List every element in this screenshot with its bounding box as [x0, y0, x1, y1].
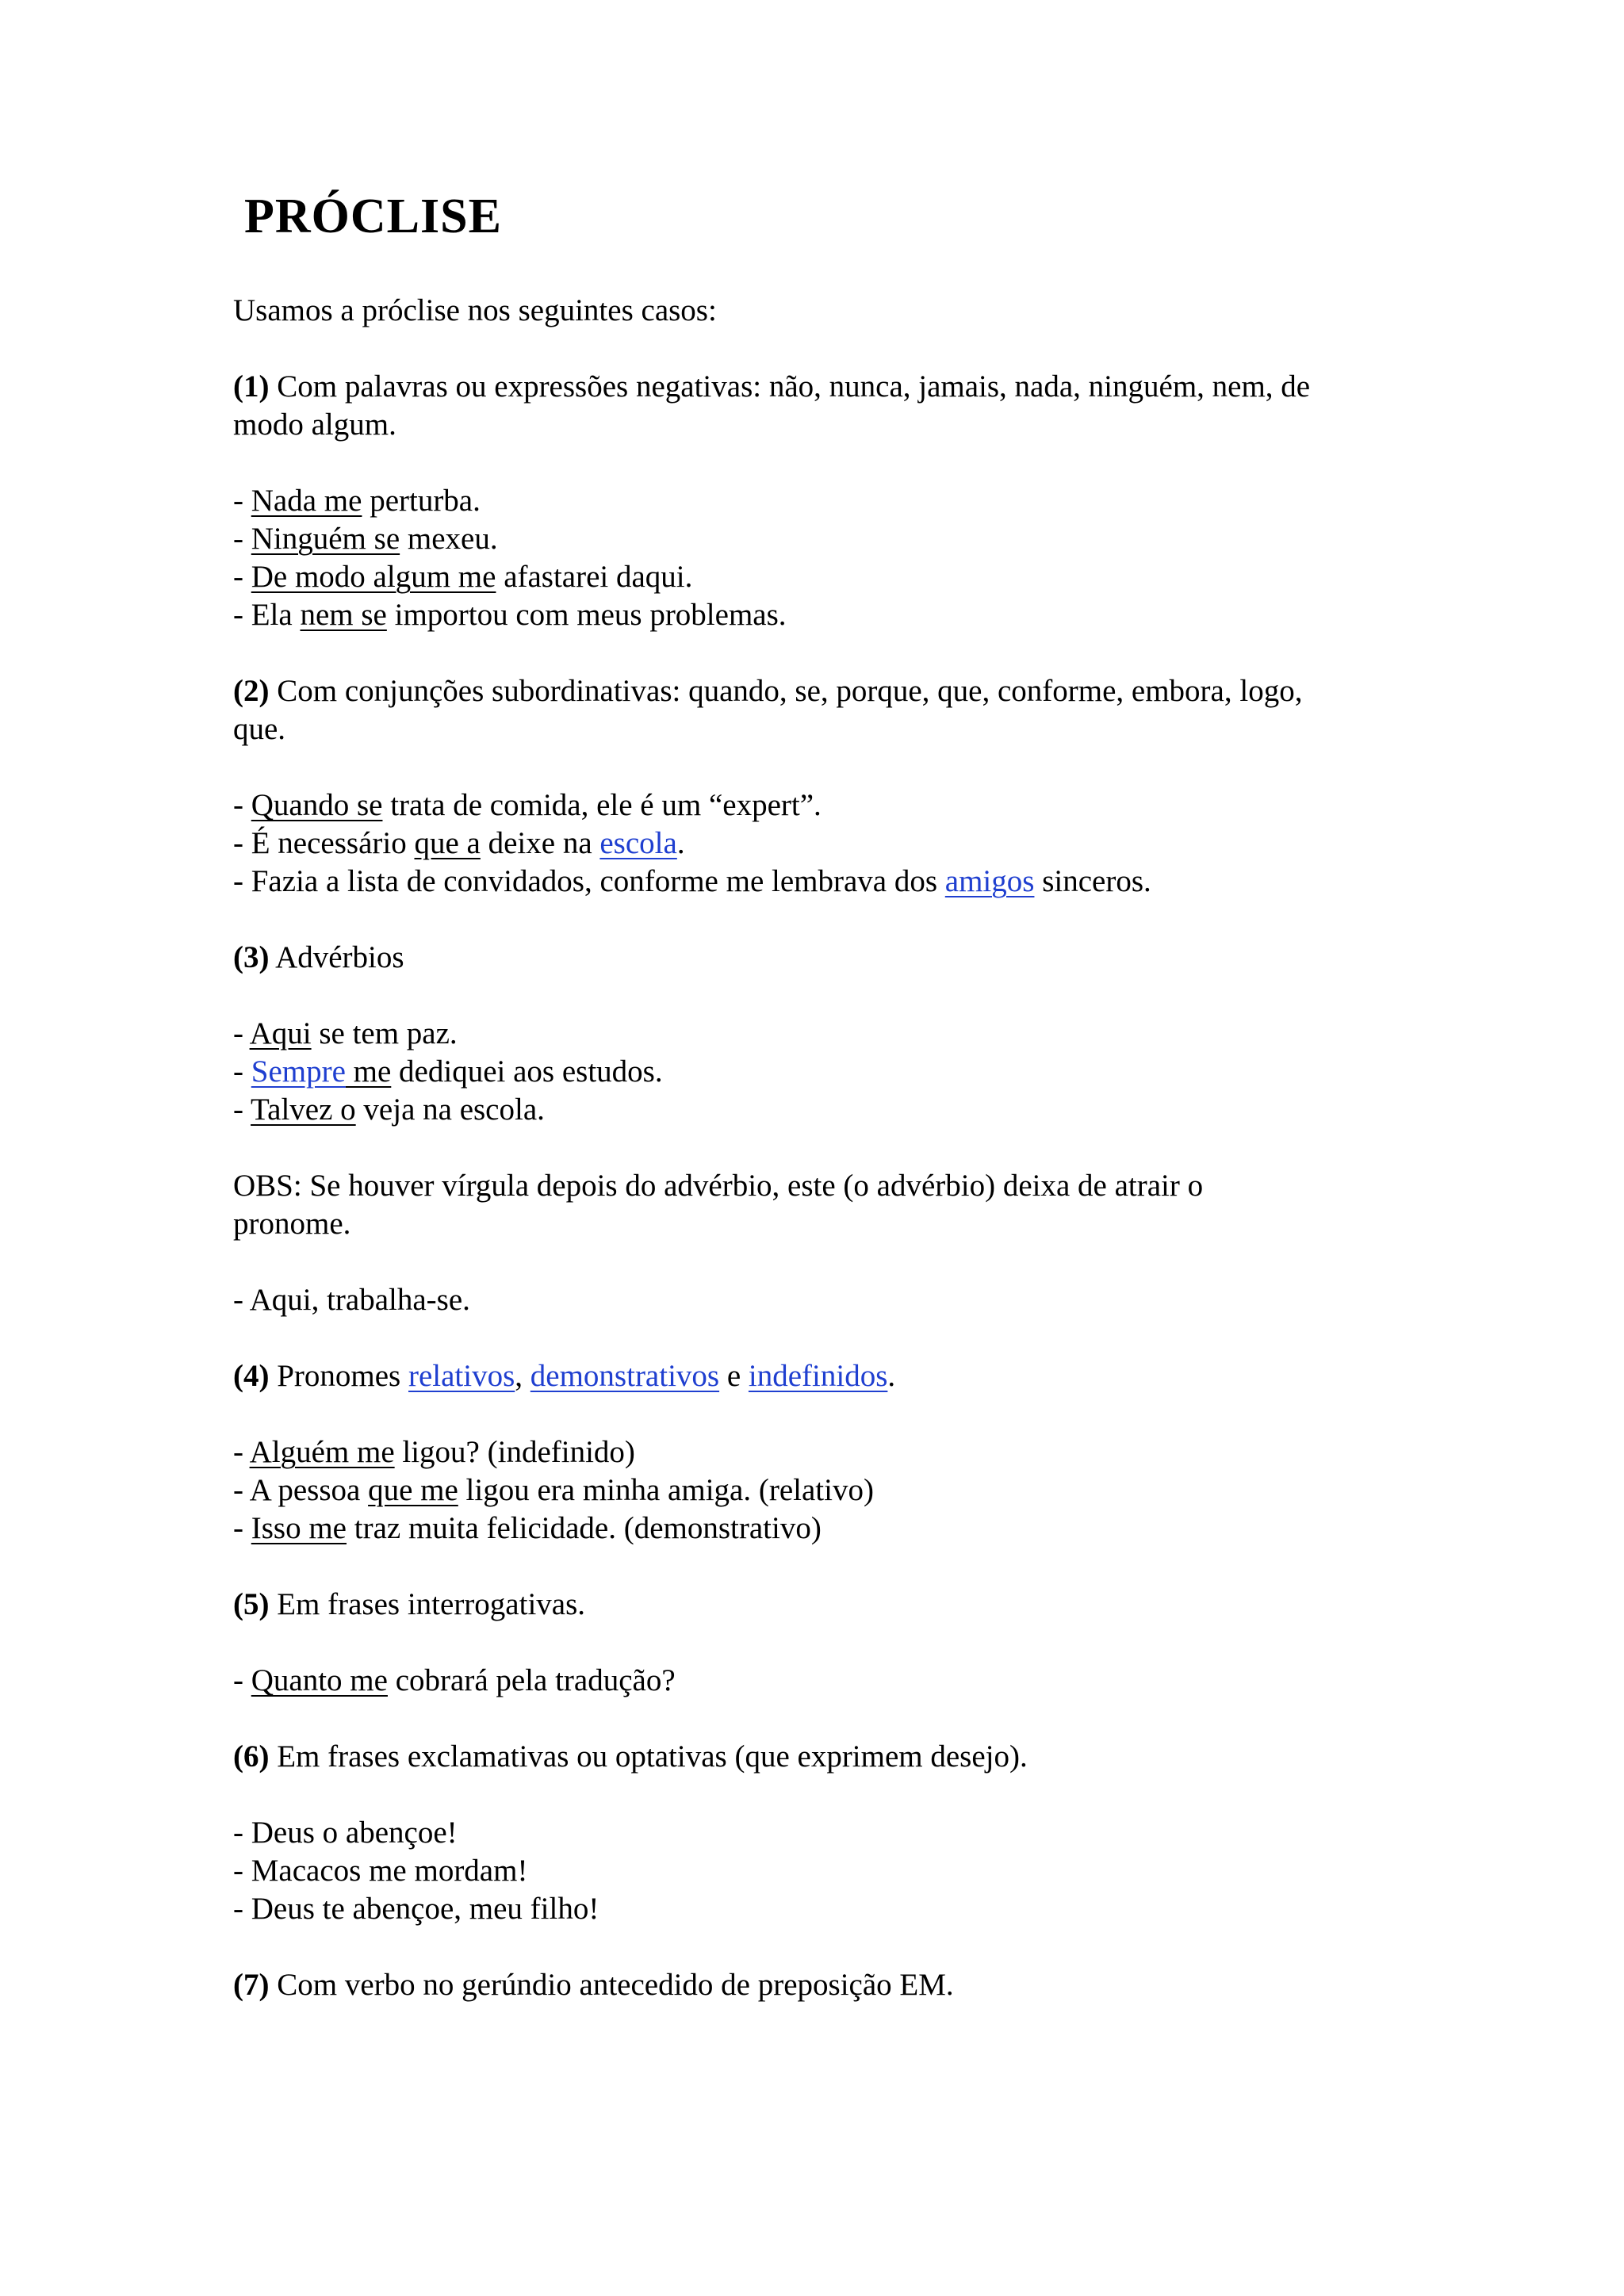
obs-note: OBS: Se houver vírgula depois do advérbio, este (o advérbio) deixa de atrair o	[233, 1169, 1204, 1203]
underlined-phrase: Aqui	[249, 1016, 312, 1050]
example-2b: - É necessário que a deixe na escola.	[233, 826, 685, 860]
section-5-text: Em frases interrogativas.	[269, 1587, 586, 1621]
example-6a: - Deus o abençoe!	[233, 1816, 458, 1850]
underlined-phrase: Quanto me	[251, 1663, 388, 1697]
link-escola[interactable]: escola	[599, 826, 677, 860]
underlined-phrase: que a	[414, 826, 481, 860]
example-4a: - Alguém me ligou? (indefinido)	[233, 1435, 635, 1469]
example-4c: - Isso me traz muita felicidade. (demonstrativo)	[233, 1511, 822, 1545]
underlined-phrase: Alguém me	[249, 1435, 395, 1469]
example-6b: - Macacos me mordam!	[233, 1854, 528, 1888]
underlined-phrase: me	[345, 1054, 392, 1089]
example-3c: - Talvez o veja na escola.	[233, 1093, 545, 1127]
underlined-phrase: De modo algum me	[251, 560, 496, 594]
section-6-heading	[233, 1738, 1391, 1776]
section-4-heading: (4) Pronomes relativos, demonstrativos e indefinidos.	[233, 1359, 896, 1393]
example-2a: - Quando se trata de comida, ele é um “expert”.	[233, 788, 822, 822]
underlined-phrase: Quando se	[251, 788, 383, 822]
example-5: - Quanto me cobrará pela tradução?	[233, 1663, 676, 1697]
section-2-text: Com conjunções subordinativas: quando, se, porque, que, conforme, embora, logo,	[269, 674, 1303, 708]
section-2-heading	[233, 672, 1391, 710]
example-2c: - Fazia a lista de convidados, conforme me lembrava dos amigos sinceros.	[233, 864, 1151, 898]
example-1b: - Ninguém se mexeu.	[233, 522, 498, 556]
underlined-phrase: Talvez o	[251, 1093, 356, 1127]
section-2-continuation: que.	[233, 712, 286, 746]
example-4b: - A pessoa que me ligou era minha amiga. (relativo)	[233, 1473, 874, 1507]
underlined-phrase: Isso me	[251, 1511, 347, 1545]
link-sempre[interactable]: Sempre	[251, 1054, 346, 1089]
link-amigos[interactable]: amigos	[944, 864, 1035, 898]
example-1d: - Ela nem se importou com meus problemas.	[233, 598, 787, 632]
section-7-number: (7)	[233, 1968, 270, 2002]
underlined-phrase: nem se	[300, 598, 387, 632]
example-1a: - Nada me perturba.	[233, 484, 481, 518]
section-5-number: (5)	[233, 1587, 270, 1621]
example-6c: - Deus te abençoe, meu filho!	[233, 1892, 599, 1926]
section-2-number: (2)	[233, 674, 270, 708]
link-indefinidos[interactable]: indefinidos	[748, 1359, 888, 1393]
underlined-phrase: Nada me	[251, 484, 362, 518]
section-5-heading	[233, 1586, 1391, 1624]
intro-text: Usamos a próclise nos seguintes casos:	[233, 293, 717, 327]
obs-note-continuation: pronome.	[233, 1207, 351, 1241]
obs-example: - Aqui, trabalha-se.	[233, 1283, 470, 1317]
section-1-number: (1)	[233, 369, 270, 404]
underlined-phrase: Ninguém se	[251, 522, 400, 556]
link-demonstrativos[interactable]: demonstrativos	[530, 1359, 720, 1393]
page-title: PRÓCLISE	[244, 189, 502, 243]
link-relativos[interactable]: relativos	[408, 1359, 515, 1393]
section-4-number: (4)	[233, 1359, 270, 1393]
section-1-continuation: modo algum.	[233, 408, 396, 442]
example-3b: - Sempre me dediquei aos estudos.	[233, 1054, 663, 1089]
example-1c: - De modo algum me afastarei daqui.	[233, 560, 693, 594]
section-7-heading	[233, 1966, 1391, 2004]
section-7-text: Com verbo no gerúndio antecedido de preposição EM.	[269, 1968, 954, 2002]
section-6-text: Em frases exclamativas ou optativas (que exprimem desejo).	[269, 1739, 1028, 1774]
section-6-number: (6)	[233, 1739, 270, 1774]
underlined-phrase: que me	[368, 1473, 458, 1507]
example-3a: - Aqui se tem paz.	[233, 1016, 458, 1050]
section-3-number: (3)	[233, 940, 270, 974]
section-1-heading	[233, 368, 1391, 406]
section-3-heading	[233, 939, 1391, 977]
section-3-text: Advérbios	[269, 940, 404, 974]
section-1-text: Com palavras ou expressões negativas: não, nunca, jamais, nada, ninguém, nem, de	[269, 369, 1311, 404]
